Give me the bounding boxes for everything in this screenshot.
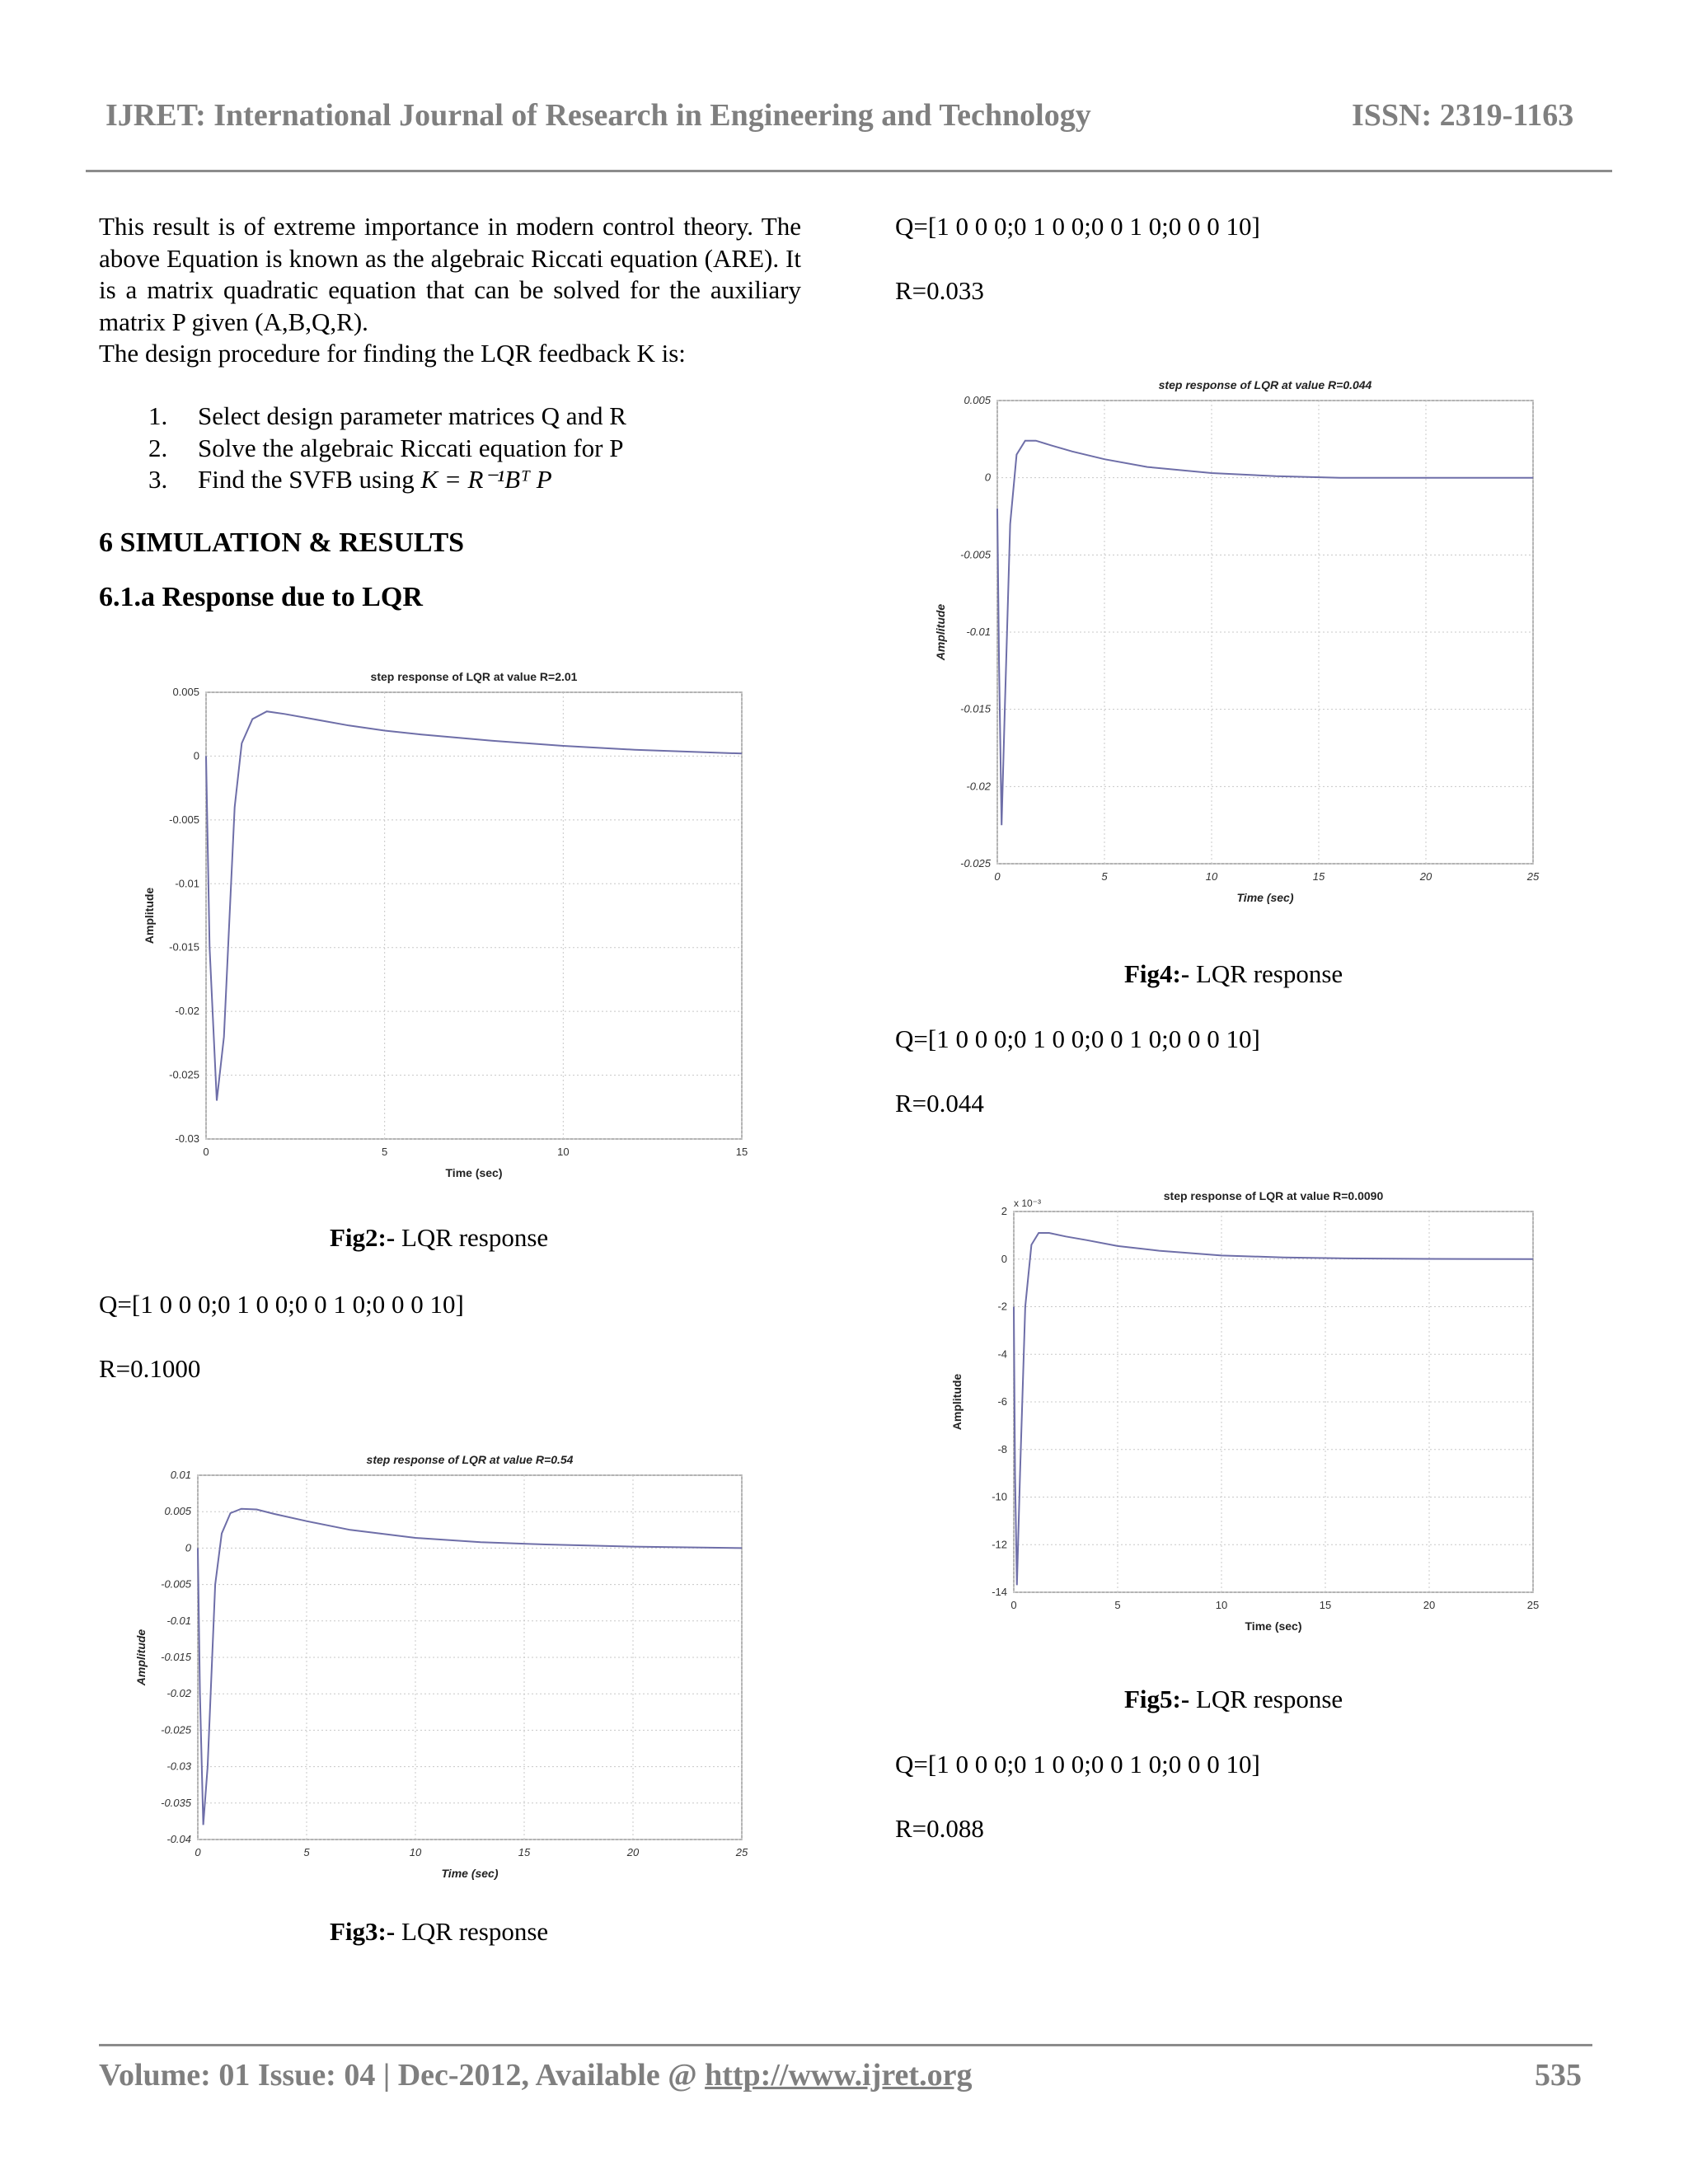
paragraph-text: This result is of extreme importance in modern control theory. The above Equation is known as the algebraic Riccati equation (ARE). It is a matrix quadratic equation that can be solved for the auxiliary matrix P given (A,B,Q,R). [99, 212, 801, 336]
fig4-caption [1124, 959, 1343, 989]
x-tick-label: 15 [1312, 870, 1325, 883]
x-tick-label: 20 [1419, 870, 1432, 883]
list-number: 3. [148, 465, 168, 494]
list-number: 1. [148, 401, 168, 430]
y-tick-label: 0.005 [172, 686, 199, 698]
fig2-r-value: R=0.1000 [99, 1354, 201, 1383]
x-axis-label: Time (sec) [1245, 1619, 1302, 1633]
chart-title: step response of LQR at value R=0.54 [366, 1453, 574, 1466]
x-axis-label: Time (sec) [445, 1166, 503, 1179]
y-tick-label: -0.015 [169, 940, 199, 954]
chart-title: step response of LQR at value R=0.044 [1158, 378, 1372, 391]
caption-label: Fig5:- [1124, 1685, 1190, 1713]
y-tick-label: 0.005 [164, 1505, 191, 1518]
page-number: 535 [1535, 2058, 1582, 2093]
footer-divider [99, 2044, 1592, 2046]
plot-area [206, 692, 742, 1139]
y-tick-label: -14 [992, 1586, 1007, 1598]
x-tick-label: 5 [1114, 1599, 1121, 1611]
y-tick-label: -0.02 [175, 1005, 199, 1018]
x-tick-label: 25 [1526, 870, 1540, 883]
section-heading: 6 SIMULATION & RESULTS [99, 527, 465, 558]
fig4-r-value: R=0.044 [895, 1089, 984, 1118]
journal-link[interactable]: http://www.ijret.org [705, 2058, 973, 2093]
design-steps-list [148, 401, 626, 496]
x-tick-label: 0 [195, 1846, 201, 1858]
paragraph-text: The design procedure for finding the LQR feedback K is: [99, 339, 686, 368]
x-tick-label: 10 [1215, 1599, 1228, 1611]
y-axis-label: Amplitude [143, 887, 156, 944]
y-tick-label: -0.025 [161, 1723, 191, 1736]
y-tick-label: -0.005 [960, 548, 991, 561]
y-tick-label: 0.01 [170, 1469, 191, 1481]
y-tick-label: -2 [997, 1300, 1007, 1313]
x-tick-label: 10 [409, 1846, 422, 1858]
x-tick-label: 15 [1319, 1599, 1332, 1611]
y-tick-label: -10 [992, 1490, 1007, 1503]
caption-text: LQR response [1189, 959, 1343, 988]
y-tick-label: 0 [193, 749, 199, 762]
header-divider [86, 170, 1612, 172]
fig4-chart [931, 368, 1541, 912]
y-tick-label: -0.01 [966, 626, 991, 638]
caption-text: LQR response [1189, 1685, 1343, 1713]
x-tick-label: 5 [1101, 870, 1108, 883]
fig3-chart [132, 1442, 750, 1887]
y-axis-label: Amplitude [950, 1373, 964, 1431]
caption-label: Fig2:- [330, 1223, 396, 1252]
y-tick-label: -0.015 [960, 702, 991, 715]
caption-label: Fig3:- [330, 1917, 396, 1946]
fig4-q-matrix: Q=[1 0 0 0;0 1 0 0;0 0 1 0;0 0 0 10] [895, 1024, 1260, 1053]
list-text: Select design parameter matrices Q and R [198, 401, 626, 430]
journal-title: IJRET: International Journal of Research in Engineering and Technology [106, 98, 1091, 133]
top-r-value: R=0.033 [895, 276, 984, 305]
y-axis-label: Amplitude [134, 1629, 148, 1686]
x-tick-label: 10 [1205, 870, 1218, 883]
x-axis-label: Time (sec) [441, 1867, 499, 1880]
top-q-matrix: Q=[1 0 0 0;0 1 0 0;0 0 1 0;0 0 0 10] [895, 212, 1260, 241]
svfb-formula: K = R⁻¹Bᵀ P [420, 465, 552, 494]
caption-text: LQR response [395, 1223, 549, 1252]
x-tick-label: 25 [735, 1846, 748, 1858]
fig5-chart [948, 1179, 1541, 1640]
y-tick-label: -0.03 [175, 1132, 199, 1145]
y-tick-label: -0.015 [161, 1651, 191, 1663]
list-item [148, 401, 626, 433]
x-tick-label: 15 [735, 1146, 748, 1158]
fig3-caption [330, 1917, 548, 1947]
axis-exponent: x 10⁻³ [1014, 1197, 1042, 1209]
x-tick-label: 20 [1423, 1599, 1436, 1611]
fig5-r-value: R=0.088 [895, 1814, 984, 1843]
y-tick-label: -0.025 [960, 857, 991, 869]
footer-volume [99, 2057, 972, 2093]
x-tick-label: 0 [1010, 1599, 1017, 1611]
y-tick-label: -0.02 [966, 780, 991, 793]
fig5-caption [1124, 1685, 1343, 1714]
x-tick-label: 0 [994, 870, 1001, 883]
fig2-chart [140, 659, 750, 1187]
intro-paragraph [99, 211, 801, 370]
y-tick-label: -0.025 [169, 1068, 199, 1081]
caption-label: Fig4:- [1124, 959, 1190, 988]
x-tick-label: 15 [518, 1846, 531, 1858]
y-tick-label: -0.03 [166, 1760, 191, 1773]
y-tick-label: 0 [1001, 1252, 1007, 1265]
caption-text: LQR response [395, 1917, 549, 1946]
list-number: 2. [148, 433, 168, 462]
y-tick-label: -0.02 [166, 1687, 191, 1700]
y-tick-label: -0.01 [166, 1614, 191, 1627]
subsection-heading: 6.1.a Response due to LQR [99, 582, 423, 612]
fig2-q-matrix: Q=[1 0 0 0;0 1 0 0;0 0 1 0;0 0 0 10] [99, 1290, 464, 1319]
chart-title: step response of LQR at value R=2.01 [370, 670, 578, 683]
y-tick-label: -0.035 [161, 1796, 191, 1809]
list-item [148, 464, 626, 496]
y-tick-label: -6 [997, 1395, 1007, 1408]
fig2-caption [330, 1223, 548, 1253]
y-axis-label: Amplitude [934, 603, 947, 661]
x-tick-label: 0 [203, 1146, 209, 1158]
footer-text: Volume: 01 Issue: 04 | Dec-2012, Available @ [99, 2058, 706, 2093]
y-tick-label: -0.01 [175, 877, 199, 890]
chart-title: step response of LQR at value R=0.0090 [1163, 1189, 1384, 1202]
x-tick-label: 10 [557, 1146, 570, 1158]
x-tick-label: 5 [382, 1146, 388, 1158]
fig5-q-matrix: Q=[1 0 0 0;0 1 0 0;0 0 1 0;0 0 0 10] [895, 1750, 1260, 1779]
x-axis-label: Time (sec) [1236, 891, 1294, 904]
issn: ISSN: 2319-1163 [1352, 98, 1574, 133]
y-tick-label: -0.005 [161, 1577, 191, 1591]
list-text: Solve the algebraic Riccati equation for P [198, 433, 624, 462]
y-tick-label: -0.04 [166, 1833, 191, 1845]
list-text: Find the SVFB using [198, 465, 415, 494]
y-tick-label: -0.005 [169, 813, 199, 826]
x-tick-label: 20 [626, 1846, 640, 1858]
y-tick-label: 2 [1001, 1205, 1007, 1217]
list-item [148, 433, 626, 465]
y-tick-label: 0 [185, 1541, 191, 1554]
y-tick-label: -4 [997, 1347, 1007, 1361]
y-tick-label: 0 [984, 471, 991, 484]
y-tick-label: 0.005 [964, 394, 991, 406]
y-tick-label: -12 [992, 1538, 1007, 1551]
y-tick-label: -8 [997, 1442, 1007, 1455]
x-tick-label: 5 [303, 1846, 310, 1858]
x-tick-label: 25 [1526, 1599, 1540, 1611]
